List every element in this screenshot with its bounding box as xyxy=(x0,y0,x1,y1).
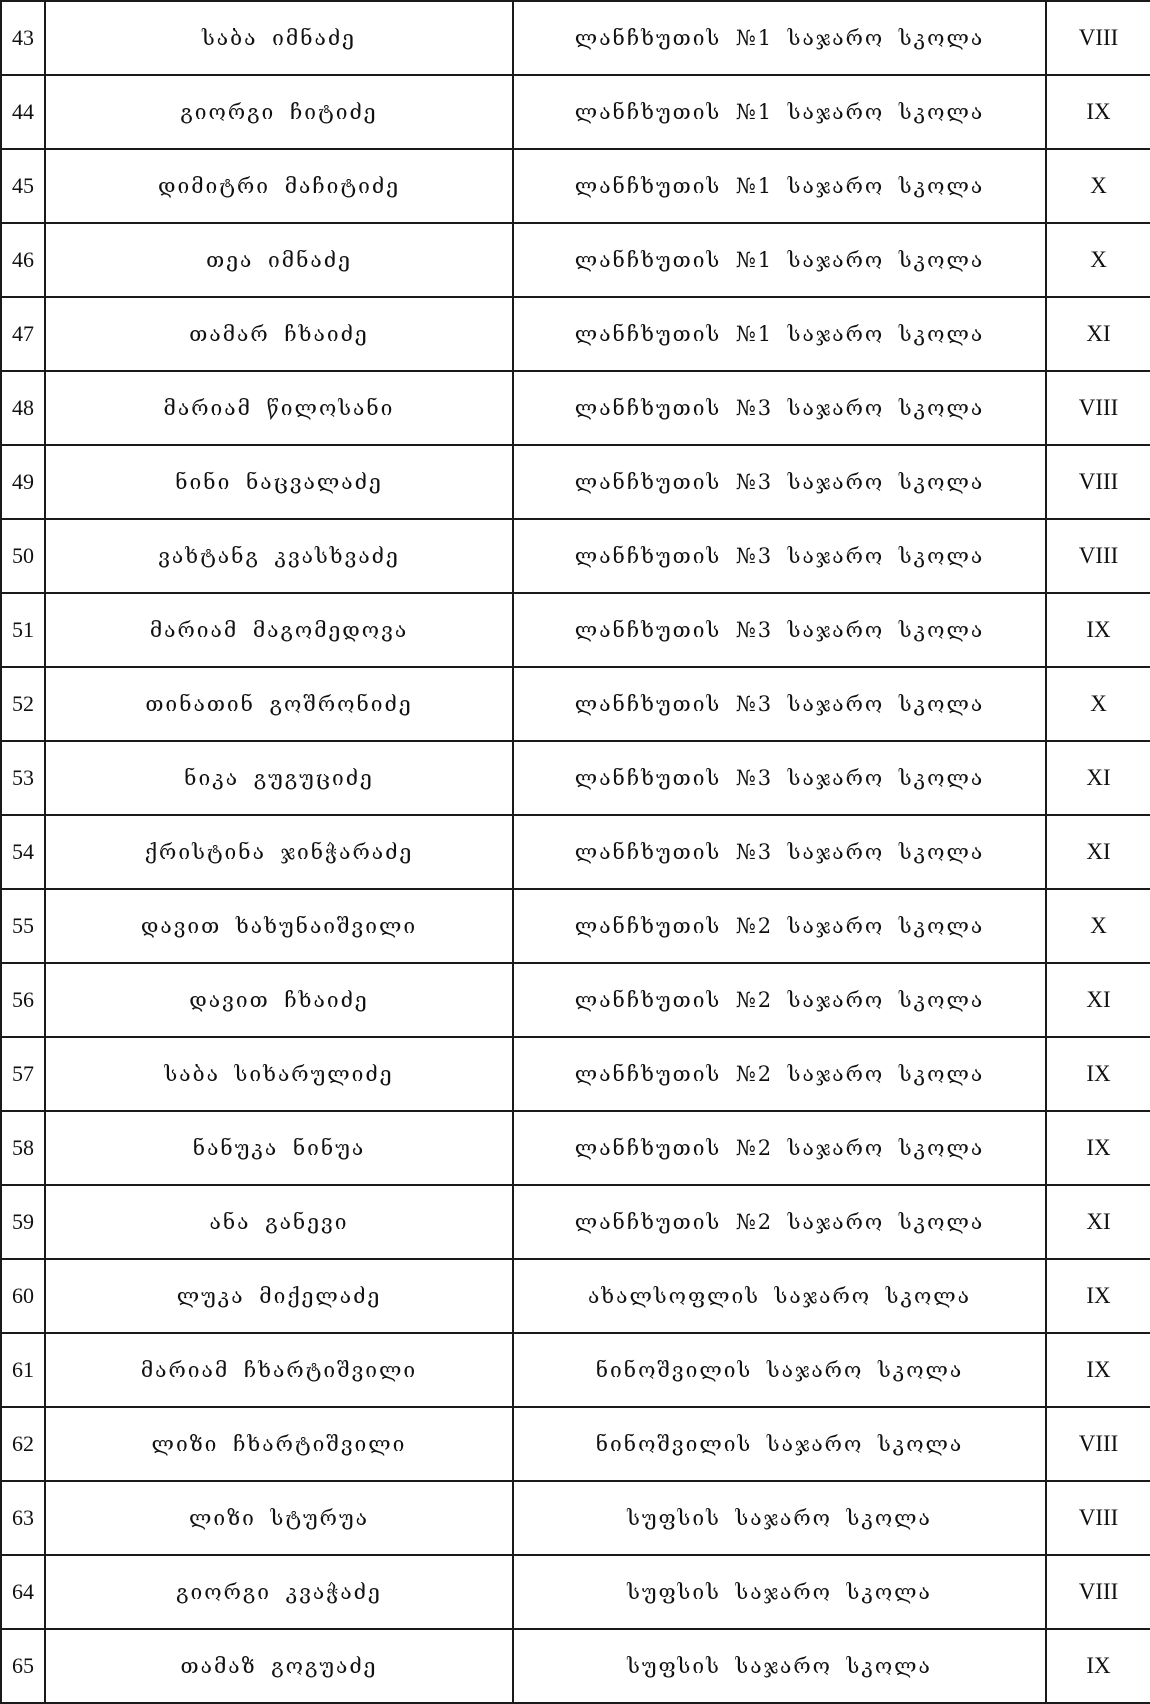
table-row xyxy=(1,1481,1150,1555)
table-row xyxy=(1,815,1150,889)
school-name-cell: ლანჩხუთის №1 საჯარო სკოლა xyxy=(513,75,1046,149)
row-number-cell: 50 xyxy=(1,519,45,593)
row-number-cell: 57 xyxy=(1,1037,45,1111)
school-name-cell: ლანჩხუთის №1 საჯარო სკოლა xyxy=(513,297,1046,371)
school-name-cell: ლანჩხუთის №2 საჯარო სკოლა xyxy=(513,963,1046,1037)
row-number-cell: 43 xyxy=(1,1,45,75)
school-name-cell: ლანჩხუთის №2 საჯარო სკოლა xyxy=(513,1185,1046,1259)
table-row xyxy=(1,1629,1150,1703)
grade-cell: X xyxy=(1046,223,1150,297)
table-row xyxy=(1,963,1150,1037)
table-row xyxy=(1,1,1150,75)
table-row xyxy=(1,1185,1150,1259)
table-row xyxy=(1,297,1150,371)
table-row xyxy=(1,75,1150,149)
school-name-cell: სუფსის საჯარო სკოლა xyxy=(513,1629,1046,1703)
grade-cell: X xyxy=(1046,667,1150,741)
school-name-cell: სუფსის საჯარო სკოლა xyxy=(513,1555,1046,1629)
school-name-cell: სუფსის საჯარო სკოლა xyxy=(513,1481,1046,1555)
table-row xyxy=(1,889,1150,963)
row-number-cell: 48 xyxy=(1,371,45,445)
school-name-cell: ლანჩხუთის №1 საჯარო სკოლა xyxy=(513,1,1046,75)
row-number-cell: 51 xyxy=(1,593,45,667)
student-name-cell: ლიზი ჩხარტიშვილი xyxy=(45,1407,513,1481)
student-name-cell: საბა სიხარულიძე xyxy=(45,1037,513,1111)
grade-cell: VIII xyxy=(1046,1,1150,75)
student-name-cell: დავით ჩხაიძე xyxy=(45,963,513,1037)
row-number-cell: 52 xyxy=(1,667,45,741)
row-number-cell: 60 xyxy=(1,1259,45,1333)
table-row xyxy=(1,445,1150,519)
student-name-cell: ქრისტინა ჯინჭარაძე xyxy=(45,815,513,889)
school-name-cell: ლანჩხუთის №1 საჯარო სკოლა xyxy=(513,223,1046,297)
student-name-cell: გიორგი ჩიტიძე xyxy=(45,75,513,149)
student-name-cell: თინათინ გოშრონიძე xyxy=(45,667,513,741)
school-name-cell: ლანჩხუთის №3 საჯარო სკოლა xyxy=(513,741,1046,815)
row-number-cell: 59 xyxy=(1,1185,45,1259)
table-row xyxy=(1,1407,1150,1481)
student-name-cell: ლუკა მიქელაძე xyxy=(45,1259,513,1333)
school-name-cell: ლანჩხუთის №2 საჯარო სკოლა xyxy=(513,889,1046,963)
student-name-cell: მარიამ მაგომედოვა xyxy=(45,593,513,667)
grade-cell: XI xyxy=(1046,297,1150,371)
row-number-cell: 63 xyxy=(1,1481,45,1555)
student-name-cell: მარიამ ჩხარტიშვილი xyxy=(45,1333,513,1407)
school-name-cell: ახალსოფლის საჯარო სკოლა xyxy=(513,1259,1046,1333)
student-name-cell: მარიამ წილოსანი xyxy=(45,371,513,445)
table-row xyxy=(1,741,1150,815)
row-number-cell: 44 xyxy=(1,75,45,149)
student-name-cell: ვახტანგ კვასხვაძე xyxy=(45,519,513,593)
grade-cell: VIII xyxy=(1046,1481,1150,1555)
grade-cell: IX xyxy=(1046,1629,1150,1703)
table-row xyxy=(1,223,1150,297)
participants-table-body xyxy=(1,1,1150,1703)
table-row xyxy=(1,149,1150,223)
row-number-cell: 64 xyxy=(1,1555,45,1629)
table-row xyxy=(1,1259,1150,1333)
grade-cell: VIII xyxy=(1046,1407,1150,1481)
table-row xyxy=(1,1111,1150,1185)
grade-cell: X xyxy=(1046,149,1150,223)
grade-cell: VIII xyxy=(1046,519,1150,593)
row-number-cell: 65 xyxy=(1,1629,45,1703)
student-name-cell: თამარ ჩხაიძე xyxy=(45,297,513,371)
school-name-cell: ლანჩხუთის №3 საჯარო სკოლა xyxy=(513,593,1046,667)
row-number-cell: 47 xyxy=(1,297,45,371)
school-name-cell: ლანჩხუთის №3 საჯარო სკოლა xyxy=(513,519,1046,593)
row-number-cell: 56 xyxy=(1,963,45,1037)
grade-cell: XI xyxy=(1046,1185,1150,1259)
school-name-cell: ლანჩხუთის №3 საჯარო სკოლა xyxy=(513,667,1046,741)
school-name-cell: ლანჩხუთის №2 საჯარო სკოლა xyxy=(513,1037,1046,1111)
student-name-cell: ლიზი სტურუა xyxy=(45,1481,513,1555)
grade-cell: VIII xyxy=(1046,371,1150,445)
grade-cell: XI xyxy=(1046,815,1150,889)
row-number-cell: 53 xyxy=(1,741,45,815)
grade-cell: IX xyxy=(1046,1259,1150,1333)
table-row xyxy=(1,371,1150,445)
grade-cell: IX xyxy=(1046,1037,1150,1111)
row-number-cell: 58 xyxy=(1,1111,45,1185)
student-name-cell: თეა იმნაძე xyxy=(45,223,513,297)
student-name-cell: ნინი ნაცვალაძე xyxy=(45,445,513,519)
school-name-cell: ნინოშვილის საჯარო სკოლა xyxy=(513,1407,1046,1481)
row-number-cell: 45 xyxy=(1,149,45,223)
row-number-cell: 61 xyxy=(1,1333,45,1407)
table-row xyxy=(1,1037,1150,1111)
grade-cell: IX xyxy=(1046,593,1150,667)
table-row xyxy=(1,667,1150,741)
row-number-cell: 62 xyxy=(1,1407,45,1481)
grade-cell: VIII xyxy=(1046,1555,1150,1629)
student-name-cell: საბა იმნაძე xyxy=(45,1,513,75)
grade-cell: XI xyxy=(1046,963,1150,1037)
student-name-cell: ნანუკა ნინუა xyxy=(45,1111,513,1185)
table-row xyxy=(1,593,1150,667)
school-name-cell: ლანჩხუთის №2 საჯარო სკოლა xyxy=(513,1111,1046,1185)
grade-cell: X xyxy=(1046,889,1150,963)
grade-cell: XI xyxy=(1046,741,1150,815)
student-name-cell: დავით ხახუნაიშვილი xyxy=(45,889,513,963)
school-name-cell: ლანჩხუთის №3 საჯარო სკოლა xyxy=(513,371,1046,445)
grade-cell: IX xyxy=(1046,75,1150,149)
student-name-cell: თამაზ გოგუაძე xyxy=(45,1629,513,1703)
grade-cell: IX xyxy=(1046,1111,1150,1185)
grade-cell: IX xyxy=(1046,1333,1150,1407)
student-name-cell: ნიკა გუგუციძე xyxy=(45,741,513,815)
row-number-cell: 55 xyxy=(1,889,45,963)
student-name-cell: დიმიტრი მაჩიტიძე xyxy=(45,149,513,223)
grade-cell: VIII xyxy=(1046,445,1150,519)
school-name-cell: ლანჩხუთის №3 საჯარო სკოლა xyxy=(513,815,1046,889)
student-name-cell: გიორგი კვაჭაძე xyxy=(45,1555,513,1629)
row-number-cell: 49 xyxy=(1,445,45,519)
table-row xyxy=(1,1555,1150,1629)
school-name-cell: ლანჩხუთის №3 საჯარო სკოლა xyxy=(513,445,1046,519)
row-number-cell: 46 xyxy=(1,223,45,297)
table-row xyxy=(1,519,1150,593)
table-row xyxy=(1,1333,1150,1407)
row-number-cell: 54 xyxy=(1,815,45,889)
school-name-cell: ლანჩხუთის №1 საჯარო სკოლა xyxy=(513,149,1046,223)
school-name-cell: ნინოშვილის საჯარო სკოლა xyxy=(513,1333,1046,1407)
student-name-cell: ანა განევი xyxy=(45,1185,513,1259)
